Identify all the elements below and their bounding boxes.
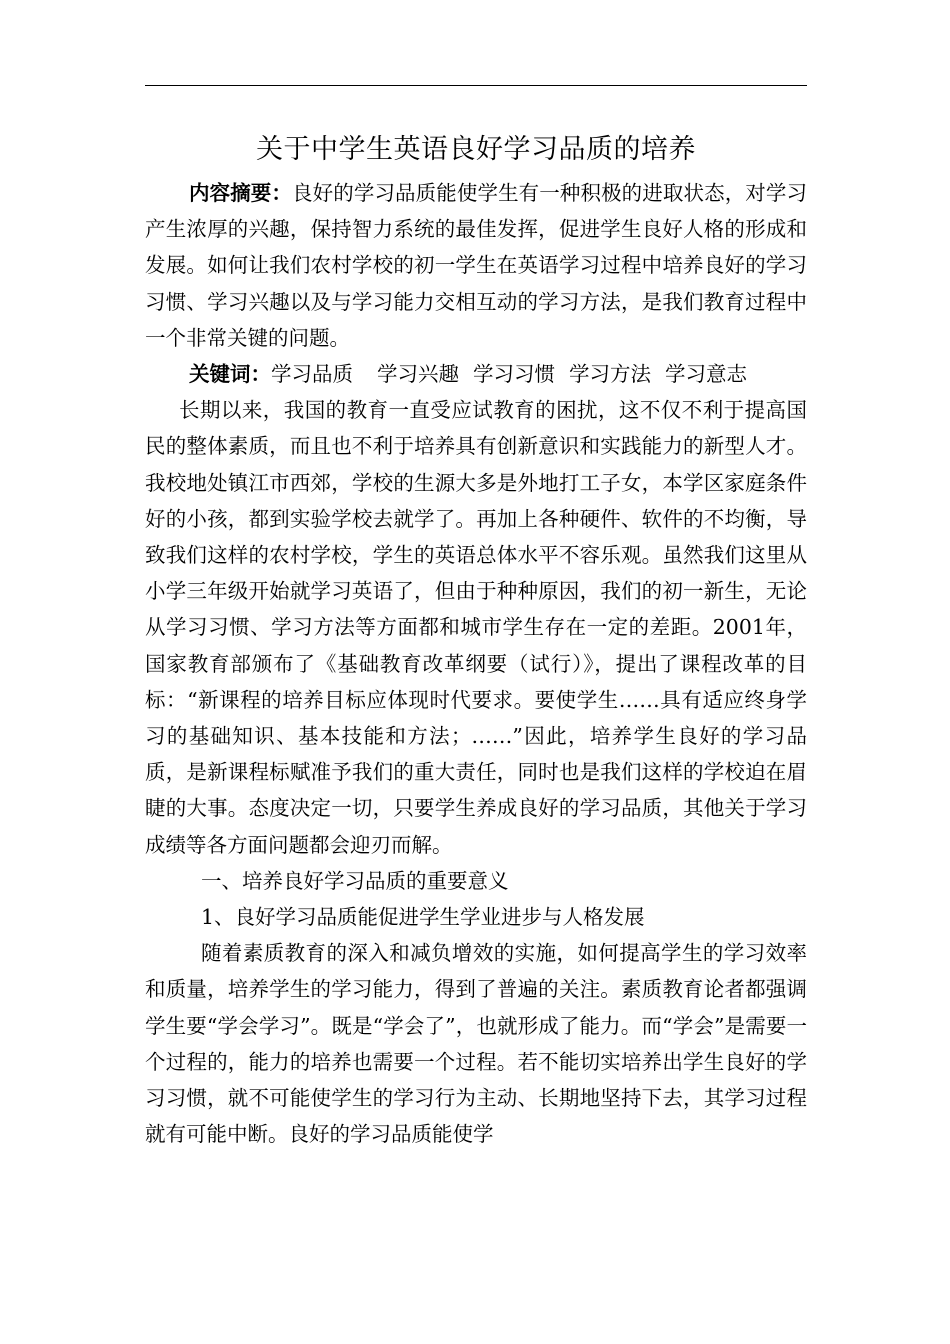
keywords-label: 关键词： xyxy=(189,362,271,387)
document-title: 关于中学生英语良好学习品质的培养 xyxy=(256,134,696,165)
abstract-paragraph xyxy=(145,175,807,356)
body-paragraph: 随着素质教育的深入和减负增效的实施，如何提高学生的学习效率和质量，培养学生的学习能力，得到了普遍的关注。素质教育论者都强调学生要“学会学习”。既是“学会了”，也就形成了能力。而“学会”是需要一个过程的，能力的培养也需要一个过程。若不能切实培养出学生良好的学习习惯，就不可能使学生的学习行为主动、长期地坚持下去，其学习过程就有可能中断。良好的学习品质能使学 xyxy=(145,941,807,1147)
subsection-heading: 1、良好学习品质能促进学生学业进步与人格发展 xyxy=(201,905,645,930)
section-heading: 一、培养良好学习品质的重要意义 xyxy=(201,868,509,893)
keyword-item: 学习习惯 xyxy=(473,362,555,387)
document-body xyxy=(145,125,807,1152)
keyword-item: 学习意志 xyxy=(665,362,747,387)
keywords-line xyxy=(145,356,807,392)
keyword-item: 学习兴趣 xyxy=(377,362,459,387)
abstract-text: 良好的学习品质能使学生有一种积极的进取状态，对学习产生浓厚的兴趣，保持智力系统的最佳发挥，促进学生良好人格的形成和发展。如何让我们农村学校的初一学生在英语学习过程中培养良好的学习习惯、学习兴趣以及与学习能力交相互动的学习方法，是我们教育过程中一个非常关键的问题。 xyxy=(145,181,808,350)
header-rule xyxy=(145,85,807,86)
keyword-item: 学习方法 xyxy=(569,362,651,387)
keyword-item: 学习品质 xyxy=(271,362,353,387)
intro-paragraph: 长期以来，我国的教育一直受应试教育的困扰，这不仅不利于提高国民的整体素质，而且也不利于培养具有创新意识和实践能力的新型人才。我校地处镇江市西郊，学校的生源大多是外地打工子女，本学区家庭条件好的小孩，都到实验学校去就学了。再加上各种硬件、软件的不均衡，导致我们这样的农村学校，学生的英语总体水平不容乐观。虽然我们这里从小学三年级开始就学习英语了，但由于种种原因，我们的初一新生，无论从学习习惯、学习方法等方面都和城市学生存在一定的差距。2001年，国家教育部颁布了《基础教育改革纲要（试行）》，提出了课程改革的目标：“新课程的培养目标应体现时代要求。要使学生……具有适应终身学习的基础知识、基本技能和方法；……”因此，培养学生良好的学习品质，是新课程标赋准予我们的重大责任，同时也是我们这样的学校迫在眉睫的大事。态度决定一切，只要学生养成良好的学习品质，其他关于学习成绩等各方面问题都会迎刃而解。 xyxy=(145,398,807,857)
abstract-label: 内容摘要： xyxy=(189,181,293,205)
